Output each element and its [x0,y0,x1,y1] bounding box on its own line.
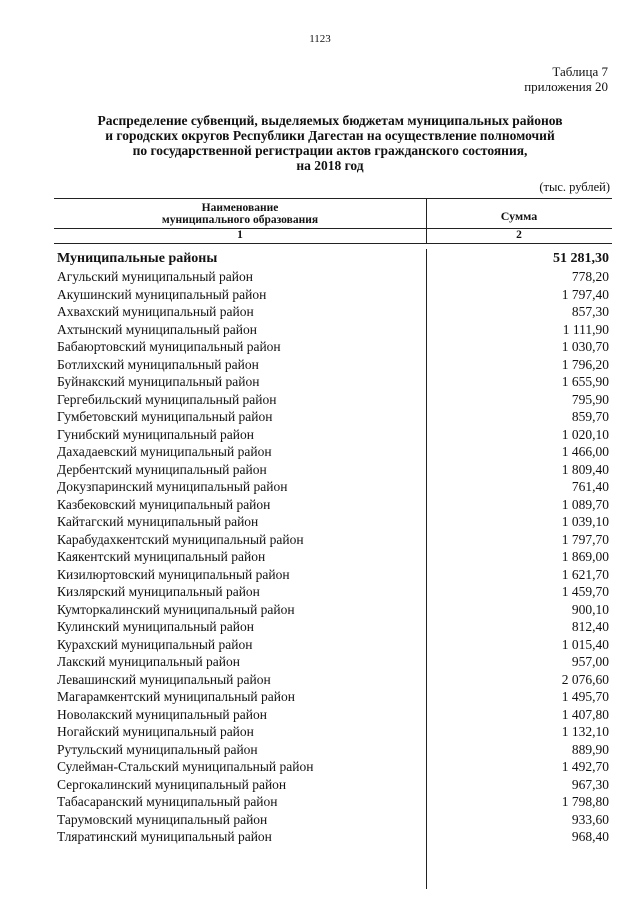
district-name: Буйнакский муниципальный район [57,374,260,389]
district-name: Кизилюртовский муниципальный район [57,566,290,582]
district-name: Акушинский муниципальный район [57,286,267,302]
table-row [54,776,612,794]
table-body [54,249,612,846]
district-sum: 889,90 [571,741,609,757]
district-sum: 1 039,10 [561,514,609,529]
header-name-cell [54,202,426,226]
table-row [54,671,612,689]
district-sum: 857,30 [571,304,609,319]
district-name: Дахадаевский муниципальный район [57,444,272,459]
table-row [54,636,612,654]
district-name: Кумторкалинский муниципальный район [57,601,295,617]
table-row [54,356,612,374]
table-row [54,583,612,601]
district-sum: 1 030,70 [561,339,609,354]
table-row [54,828,612,846]
table-row [54,811,612,829]
table-row [54,548,612,566]
table-row [54,706,612,724]
table-row [54,723,612,741]
document-title [40,113,620,173]
title-line3: по государственной регистрации актов гражданского состояния, [132,143,528,158]
table-row [54,391,612,409]
subvention-table [54,198,612,846]
table-row [54,478,612,496]
table-row [54,531,612,549]
header-name-line2: муниципального образования [161,214,319,226]
district-name: Тляратинский муниципальный район [57,829,272,844]
table-row [54,408,612,426]
district-name: Тарумовский муниципальный район [57,811,268,827]
title-line2: и городских округов Республики Дагестан на осуществление полномочий [105,128,555,143]
table-row [54,303,612,321]
district-sum: 1 089,70 [561,496,609,512]
district-name: Карабудахкентский муниципальный район [57,531,304,547]
total-sum: 51 281,30 [553,251,609,266]
table-row [54,338,612,356]
header-name-line1: Наименование [201,202,279,214]
district-sum: 1 020,10 [561,426,609,442]
district-name: Лакский муниципальный район [57,654,241,669]
district-sum: 1 797,70 [561,531,609,547]
district-sum: 1 111,90 [562,321,609,337]
total-name: Муниципальные районы [57,251,218,266]
district-sum: 967,30 [571,776,609,792]
table-row [54,268,612,286]
district-sum: 900,10 [571,601,609,617]
table-row [54,688,612,706]
district-sum: 761,40 [571,479,609,494]
title-line4: на 2018 год [296,158,364,173]
district-name: Магарамкентский муниципальный район [57,689,295,704]
district-name: Гунибский муниципальный район [57,426,254,442]
district-sum: 968,40 [571,829,609,844]
table-row [54,793,612,811]
district-sum: 1 655,90 [561,374,609,389]
district-name: Докузпаринский муниципальный район [57,479,288,494]
table-row [54,653,612,671]
district-sum: 1 495,70 [561,689,609,704]
district-sum: 1 132,10 [561,724,609,739]
district-sum: 1 869,00 [561,549,609,564]
table-row [54,758,612,776]
header-sum-cell: Сумма [500,209,538,223]
page-number: 1123 [309,33,331,45]
table-row [54,601,612,619]
district-sum: 933,60 [571,811,609,827]
district-sum: 1 798,80 [561,794,609,809]
district-name: Кизлярский муниципальный район [57,584,260,599]
table-row [54,618,612,636]
district-name: Левашинский муниципальный район [57,671,271,687]
district-name: Сулейман-Стальский муниципальный район [57,759,314,774]
district-name: Табасаранский муниципальный район [57,794,278,809]
district-sum: 859,70 [571,409,609,424]
table-row [54,373,612,391]
district-sum: 2 076,60 [561,671,609,687]
table-row [54,426,612,444]
district-sum: 812,40 [571,619,609,634]
district-sum: 1 797,40 [561,286,609,302]
district-sum: 778,20 [571,269,609,284]
table-ref-line2: приложения 20 [524,79,608,94]
district-sum: 1 015,40 [561,636,609,652]
district-sum: 1 809,40 [561,461,609,477]
table-ref-line1: Таблица 7 [552,64,608,79]
district-name: Ахтынский муниципальный район [57,321,257,337]
district-name: Ногайский муниципальный район [57,724,254,739]
title-line1: Распределение субвенций, выделяемых бюджетам муниципальных районов [97,113,563,128]
district-name: Кулинский муниципальный район [57,619,254,634]
district-sum: 795,90 [571,391,609,407]
table-row [54,566,612,584]
table-row [54,443,612,461]
district-name: Каякентский муниципальный район [57,549,266,564]
table-row [54,286,612,304]
district-sum: 957,00 [571,654,609,669]
unit-label: (тыс. рублей) [539,180,610,194]
table-row [54,321,612,339]
district-name: Кайтагский муниципальный район [57,514,259,529]
district-name: Сергокалинский муниципальный район [57,776,287,792]
district-name: Рутульский муниципальный район [57,741,258,757]
district-sum: 1 621,70 [561,566,609,582]
district-name: Агульский муниципальный район [57,269,253,284]
district-name: Казбековский муниципальный район [57,496,271,512]
district-sum: 1 796,20 [561,356,609,372]
district-name: Курахский муниципальный район [57,636,253,652]
header-column-number-2: 2 [516,229,522,241]
table-reference [524,64,608,94]
table-row [54,496,612,514]
total-row [54,249,612,268]
district-sum: 1 459,70 [561,584,609,599]
district-sum: 1 492,70 [561,759,609,774]
district-sum: 1 466,00 [561,444,609,459]
table-row [54,461,612,479]
table-header [54,198,612,244]
district-name: Гумбетовский муниципальный район [57,409,273,424]
table-row [54,741,612,759]
district-name: Гергебильский муниципальный район [57,391,277,407]
district-name: Бабаюртовский муниципальный район [57,339,281,354]
district-name: Дербентский муниципальный район [57,461,267,477]
header-column-number-1: 1 [237,229,243,241]
district-name: Ботлихский муниципальный район [57,356,259,372]
district-name: Новолакский муниципальный район [57,706,267,722]
district-sum: 1 407,80 [561,706,609,722]
district-name: Ахвахский муниципальный район [57,304,254,319]
table-row [54,513,612,531]
